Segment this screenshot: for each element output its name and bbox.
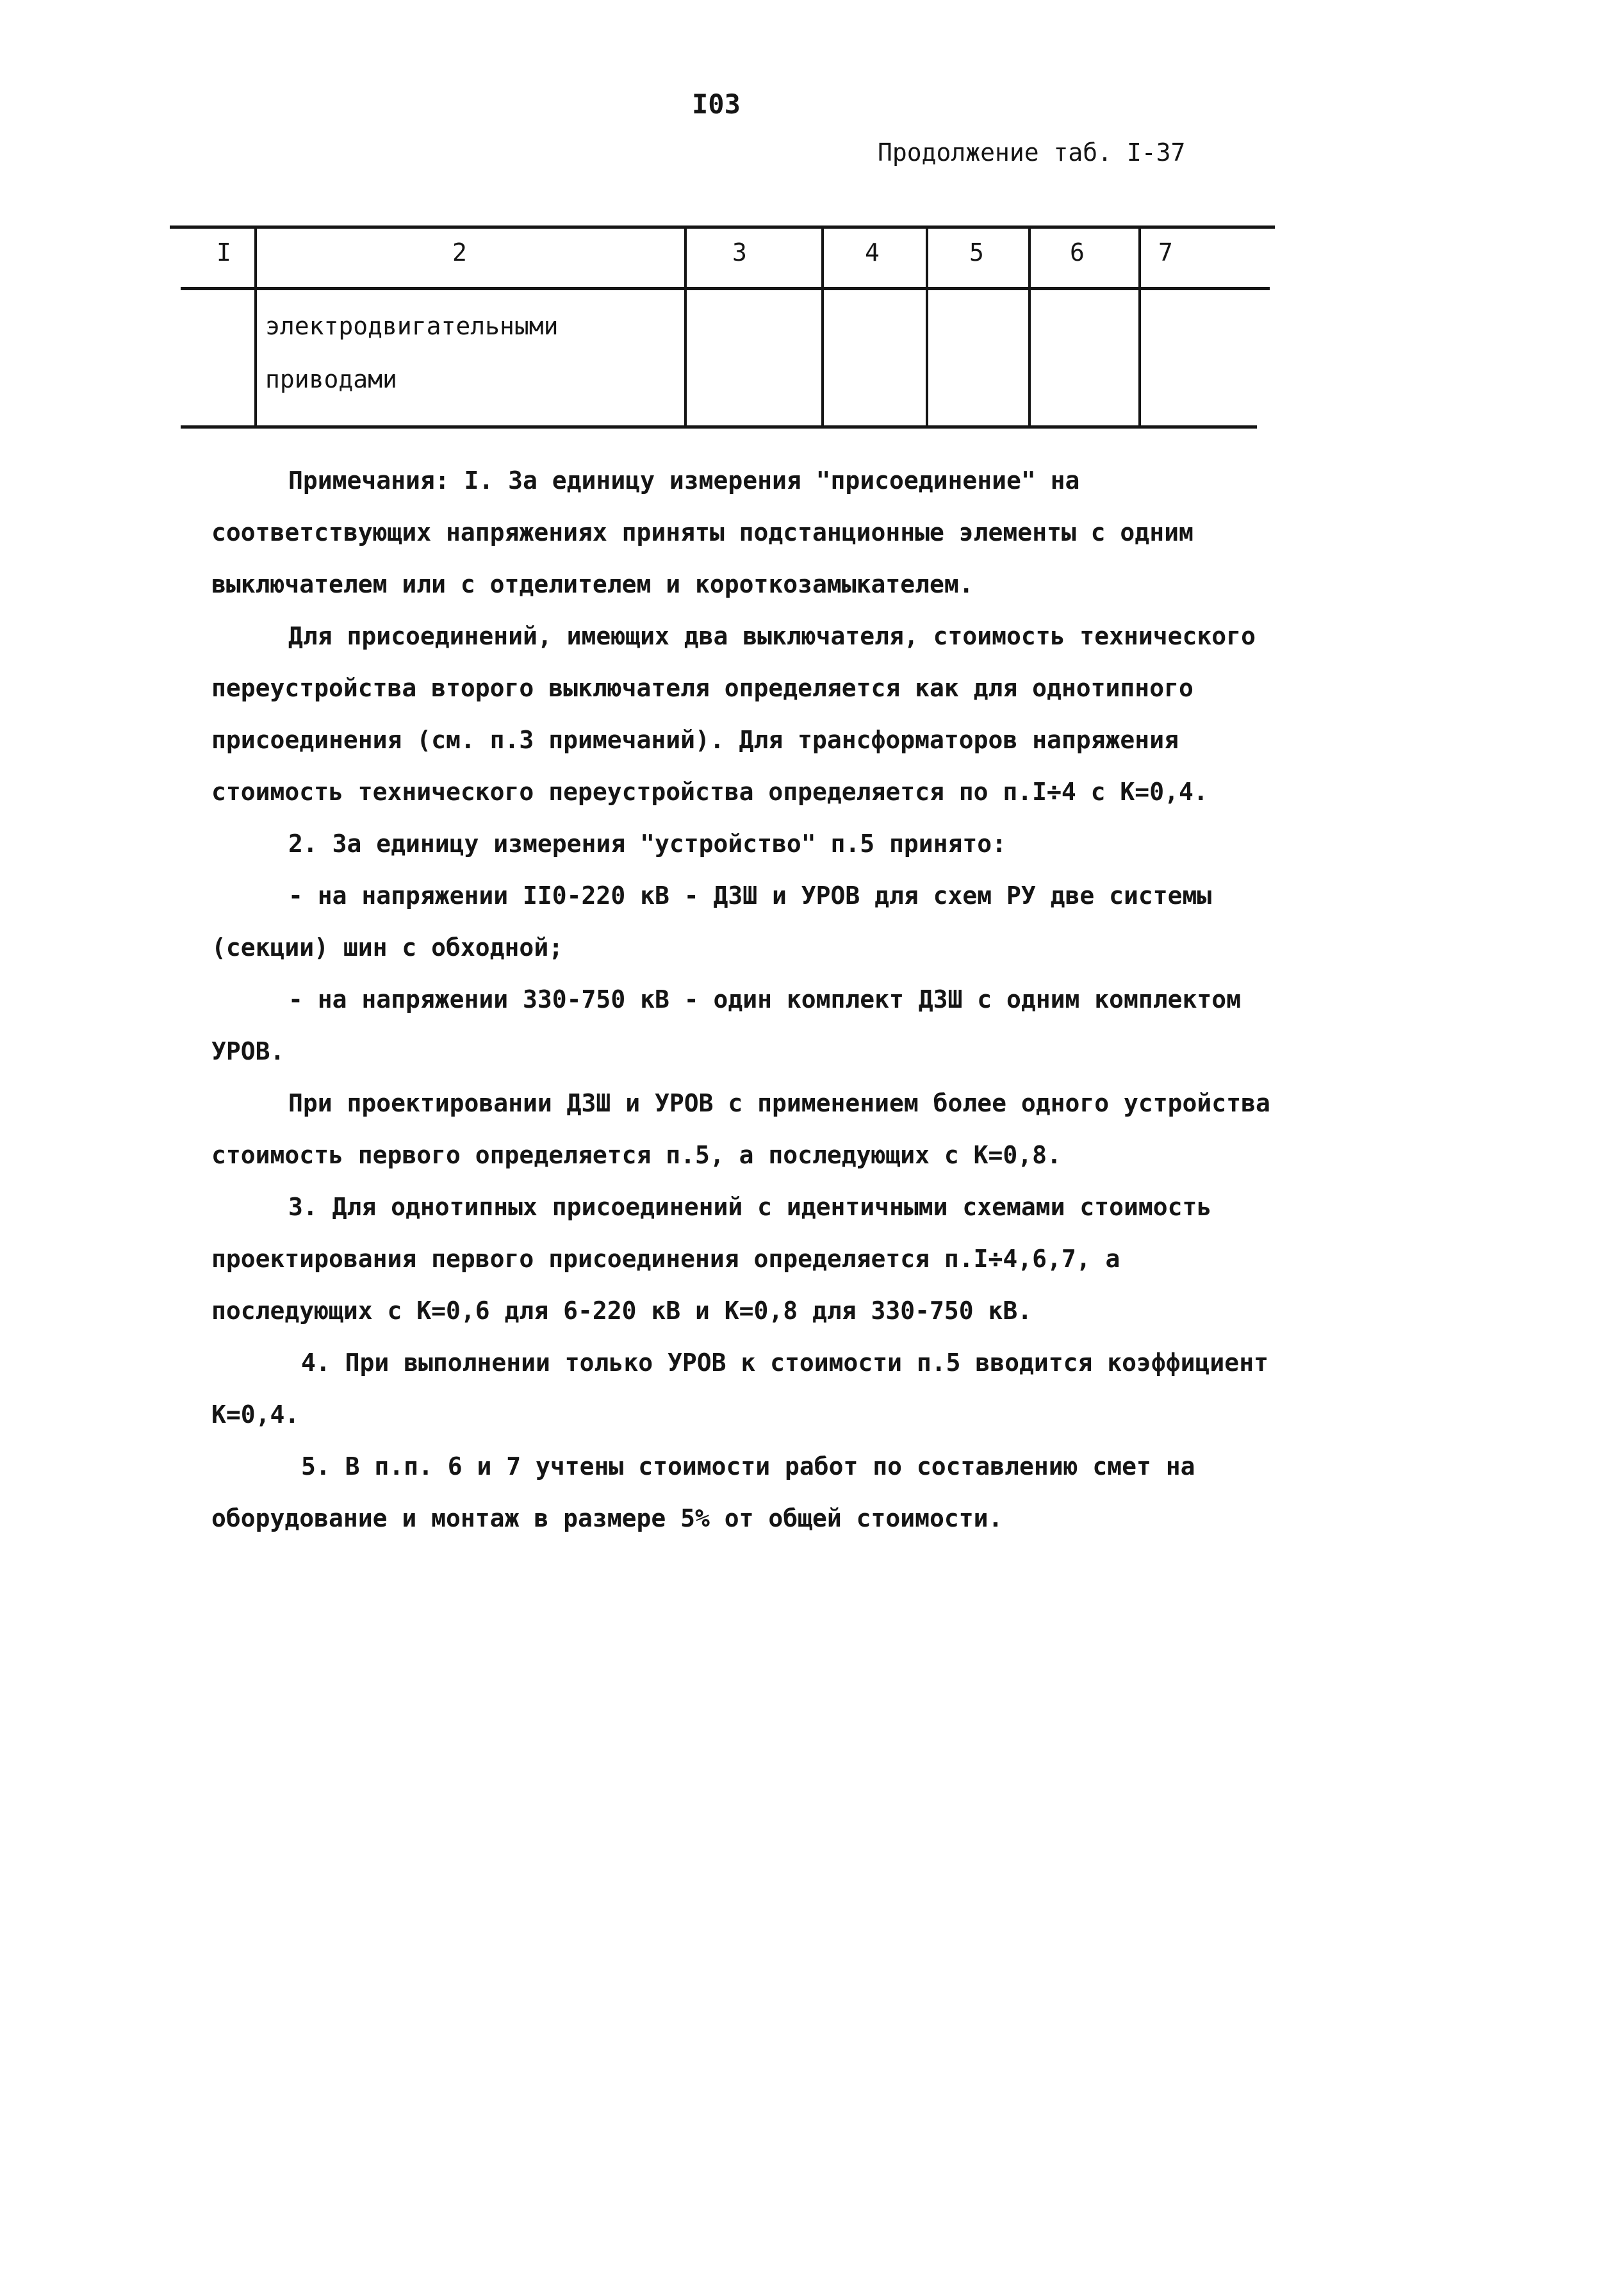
table-cell-text: электродвигательными [265, 312, 559, 340]
table-col-divider [1138, 228, 1141, 428]
table-header-cell: I [217, 238, 231, 266]
note-1-continued: Для присоединений, имеющих два выключателя, стоимость технического переустройства второго выключателя определяется как для однотипного присоединения (см. п.3 примечаний). Для трансформаторов напряжения стоимость технического переустройства определяется по п.I÷4 с К=0,4. [211, 622, 1256, 806]
table-header-cell: 5 [969, 238, 984, 266]
table-col-divider [1028, 228, 1031, 428]
table-header-cell: 4 [865, 238, 880, 266]
table-header-cell: 3 [732, 238, 747, 266]
note-2: 2. За единицу измерения "устройство" п.5 принято: [288, 830, 1007, 858]
page-number: I03 [692, 88, 741, 120]
table-col-divider [684, 228, 687, 428]
table-header-cell: 6 [1070, 238, 1085, 266]
notes-section [211, 455, 1288, 1545]
note-2-item-1: - на напряжении II0-220 кВ - ДЗШ и УРОВ для схем РУ две системы (секции) шин с обходной; [211, 881, 1212, 962]
table-col-divider [821, 228, 824, 428]
table-cell-text: приводами [265, 365, 397, 393]
table-top-rule [170, 225, 1275, 229]
table-caption: Продолжение таб. I-37 [878, 138, 1186, 167]
note-5: 5. В п.п. 6 и 7 учтены стоимости работ по составлению смет на оборудование и монтаж в размере 5% от общей стоимости. [211, 1452, 1195, 1532]
table-col-divider [254, 228, 257, 428]
table-header-cell: 7 [1158, 238, 1173, 266]
table-header-rule [181, 287, 1270, 290]
note-1: Примечания: I. За единицу измерения "присоединение" на соответствующих напряжениях приняты подстанционные элементы с одним выключателем или с отделителем и короткозамыкателем. [211, 466, 1193, 598]
table-col-divider [926, 228, 928, 428]
note-2-item-2: - на напряжении 330-750 кВ - один комплект ДЗШ с одним комплектом УРОВ. [211, 985, 1242, 1065]
note-4: 4. При выполнении только УРОВ к стоимости п.5 вводится коэффициент К=0,4. [211, 1349, 1268, 1429]
table-bottom-rule [181, 425, 1257, 429]
note-2-continued: При проектировании ДЗШ и УРОВ с применением более одного устройства стоимость первого определяется п.5, а последующих с К=0,8. [211, 1089, 1270, 1169]
note-3: 3. Для однотипных присоединений с идентичными схемами стоимость проектирования первого присоединения определяется п.I÷4,6,7, а последующих с К=0,6 для 6-220 кВ и К=0,8 для 330-750 кВ. [211, 1193, 1212, 1325]
table-header-cell: 2 [452, 238, 467, 266]
